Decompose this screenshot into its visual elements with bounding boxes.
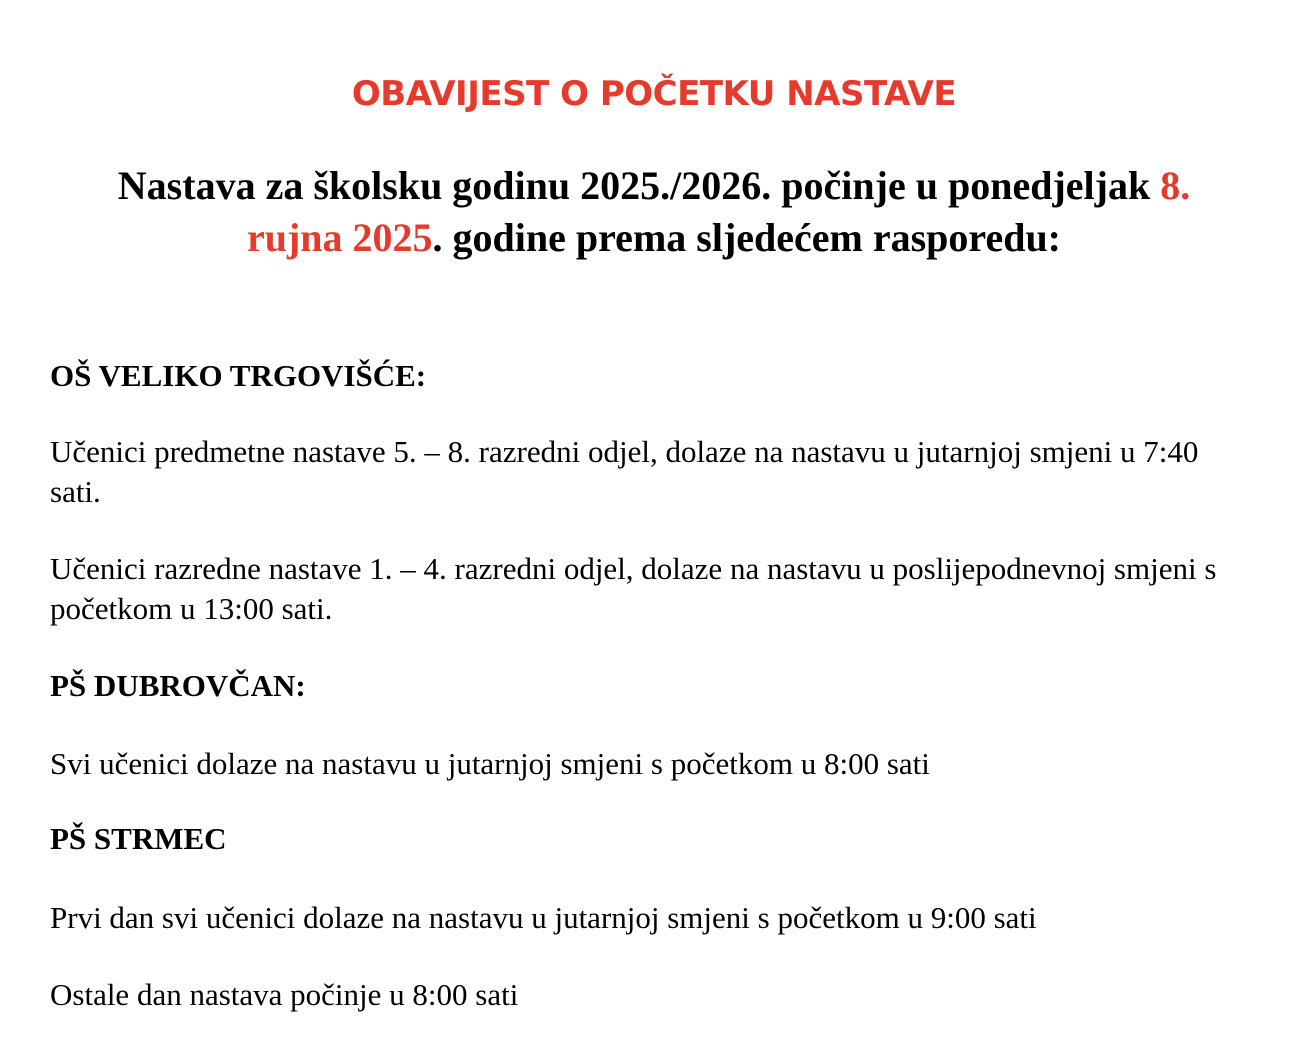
announcement-text-start: Nastava za školsku godinu 2025./2026. počinje u ponedjeljak <box>117 163 1161 208</box>
schedule-paragraph-dubrovcan: Svi učenici dolaze na nastavu u jutarnjoj smjeni s početkom u 8:00 sati <box>50 746 930 781</box>
section-heading-ps-strmec: PŠ STRMEC <box>50 821 227 856</box>
schedule-paragraph-subject-classes: Učenici predmetne nastave 5. – 8. razredni odjel, dolaze na nastavu u jutarnjoj smjeni u 7:40 sati. <box>50 434 1199 509</box>
schedule-paragraph-class-teaching: Učenici razredne nastave 1. – 4. razredni odjel, dolaze na nastavu u poslijepodnevnoj smjeni s početkom u 13:00 sati. <box>50 551 1217 626</box>
section-heading-ps-dubrovcan: PŠ DUBROVČAN: <box>50 668 306 703</box>
section-heading-os-veliko-trgovisce: OŠ VELIKO TRGOVIŠĆE: <box>50 358 427 393</box>
start-announcement <box>90 160 1218 264</box>
announcement-text-end: . godine prema sljedećem rasporedu: <box>432 215 1062 260</box>
schedule-paragraph-strmec-first-day: Prvi dan svi učenici dolaze na nastavu u jutarnjoj smjeni s početkom u 9:00 sati <box>50 900 1037 935</box>
schedule-paragraph-strmec-other-days: Ostale dan nastava počinje u 8:00 sati <box>50 977 519 1012</box>
start-date-highlight: 8. rujna 2025 <box>246 163 1191 260</box>
notice-title: OBAVIJEST O POČETKU NASTAVE <box>351 74 957 114</box>
